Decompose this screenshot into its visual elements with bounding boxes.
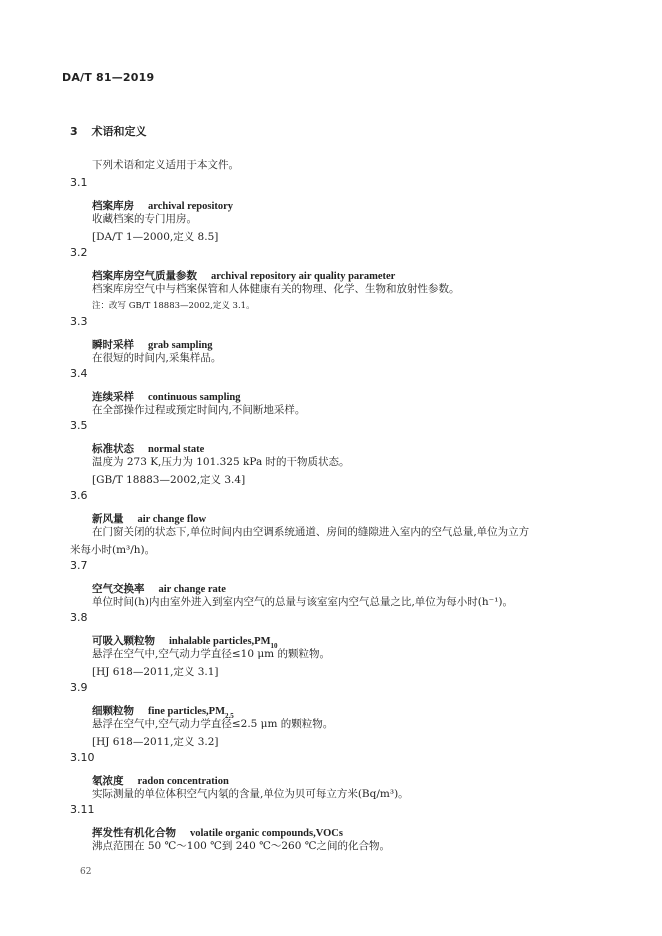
term-number: 3.6 (70, 489, 88, 502)
term-source: [HJ 618—2011,定义 3.1] (92, 666, 219, 678)
term-en: fine particles,PM (148, 706, 225, 717)
term-en-subscript: 2.5 (224, 712, 234, 721)
term-cn: 标准状态 (92, 443, 134, 455)
term-cn: 可吸入颗粒物 (92, 635, 155, 647)
term-cn: 细颗粒物 (92, 705, 134, 717)
term-cn: 挥发性有机化合物 (92, 827, 176, 839)
term-number: 3.10 (70, 751, 95, 764)
term-number: 3.1 (70, 176, 88, 189)
intro-text: 下列术语和定义适用于本文件。 (92, 159, 239, 171)
section-number: 3 (70, 125, 78, 138)
section-title: 术语和定义 (91, 125, 147, 138)
term-definition: 实际测量的单位体积空气内氡的含量,单位为贝可每立方米(Bq/m³)。 (92, 788, 409, 800)
term-en: archival repository air quality parameter (211, 271, 396, 282)
term-cn: 连续采样 (92, 391, 134, 403)
term-en: radon concentration (137, 776, 229, 787)
standard-id: DA/T 81—2019 (62, 71, 155, 84)
term-cn: 新风量 (92, 513, 124, 525)
term-number: 3.8 (70, 611, 88, 624)
term-number: 3.5 (70, 419, 88, 432)
term-definition-line1: 在门窗关闭的状态下,单位时间内由空调系统通道、房间的缝隙进入室内的空气总量,单位为立方 (92, 526, 530, 538)
term-definition: 在很短的时间内,采集样品。 (92, 352, 222, 364)
term-number: 3.7 (70, 559, 88, 572)
term-en: grab sampling (148, 340, 213, 351)
term-definition: 单位时间(h)内由室外进入到室内空气的总量与该室室内空气总量之比,单位为每小时(h⁻¹)。 (92, 596, 513, 608)
term-en: archival repository (148, 201, 234, 212)
term-definition: 温度为 273 K,压力为 101.325 kPa 时的干物质状态。 (92, 456, 350, 468)
term-number: 3.2 (70, 246, 88, 259)
term-number: 3.3 (70, 315, 88, 328)
term-cn: 空气交换率 (92, 583, 145, 595)
term-en-subscript: 10 (270, 642, 278, 651)
term-definition: 悬浮在空气中,空气动力学直径≤10 μm 的颗粒物。 (92, 648, 330, 660)
term-en: air change rate (158, 584, 226, 595)
section-heading (70, 123, 147, 139)
term-cn: 档案库房 (92, 200, 134, 212)
term-en: inhalable particles,PM (169, 636, 271, 647)
term-number: 3.11 (70, 803, 95, 816)
term-en: continuous sampling (148, 392, 241, 403)
term-note: 注：改写 GB/T 18883—2002,定义 3.1。 (92, 301, 255, 311)
term-en: normal state (148, 444, 205, 455)
term-cn: 氡浓度 (92, 775, 124, 787)
term-definition: 悬浮在空气中,空气动力学直径≤2.5 μm 的颗粒物。 (92, 718, 334, 730)
term-definition: 沸点范围在 50 ℃～100 ℃到 240 ℃～260 ℃之间的化合物。 (92, 840, 390, 852)
term-number: 3.9 (70, 681, 88, 694)
term-source: [DA/T 1—2000,定义 8.5] (92, 231, 219, 243)
term-number: 3.4 (70, 367, 88, 380)
term-definition: 在全部操作过程或预定时间内,不间断地采样。 (92, 404, 306, 416)
term-en: volatile organic compounds,VOCs (190, 828, 343, 839)
term-definition: 收藏档案的专门用房。 (92, 213, 197, 225)
page-number: 62 (80, 867, 92, 877)
term-source: [GB/T 18883—2002,定义 3.4] (92, 474, 246, 486)
term-definition-line2: 米每小时(m³/h)。 (70, 544, 156, 556)
term-definition: 档案库房空气中与档案保管和人体健康有关的物理、化学、生物和放射性参数。 (92, 283, 460, 295)
term-cn: 档案库房空气质量参数 (92, 270, 197, 282)
term-cn: 瞬时采样 (92, 339, 134, 351)
term-en: air change flow (137, 514, 207, 525)
term-source: [HJ 618—2011,定义 3.2] (92, 736, 219, 748)
